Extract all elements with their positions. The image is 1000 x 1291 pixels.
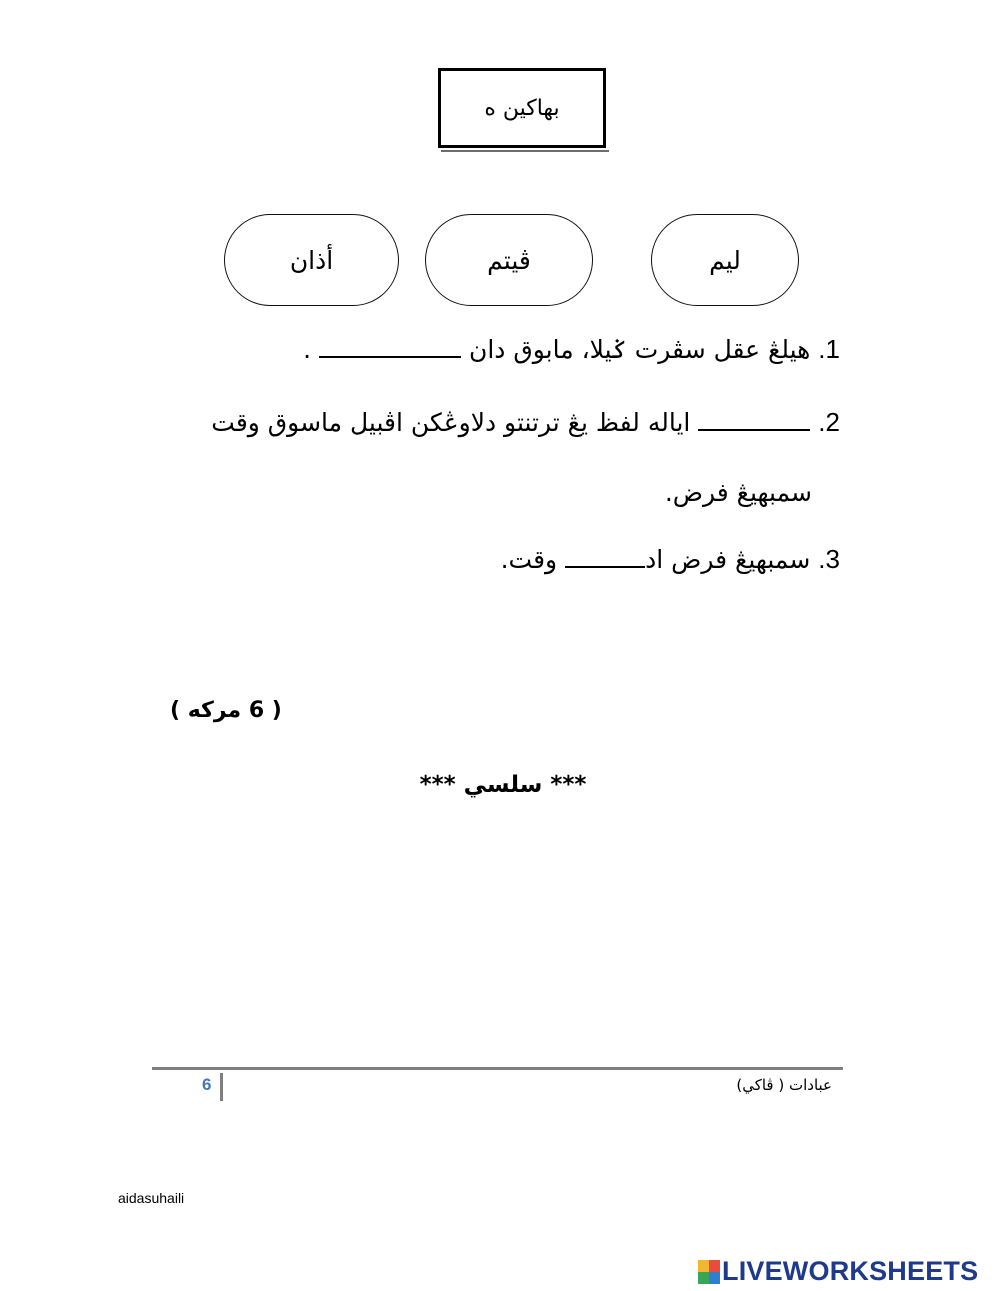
footer-divider bbox=[220, 1073, 223, 1101]
question-text: سمبهيڠ فرض اد bbox=[645, 545, 811, 574]
question-number: 1. bbox=[818, 334, 840, 364]
logo-square-icon bbox=[698, 1272, 709, 1284]
liveworksheets-logo-icon bbox=[698, 1260, 720, 1284]
question-number: 3. bbox=[818, 544, 840, 574]
question-text: اياله لفظ يڠ ترتنتو دلاوڠكن اڤبيل ماسوق وقت bbox=[211, 408, 691, 437]
answer-blank[interactable] bbox=[565, 546, 645, 568]
page-number: 6 bbox=[202, 1075, 212, 1094]
liveworksheets-logo-text: LIVEWORKSHEETS bbox=[722, 1256, 979, 1286]
marks-label: ( 6 مركه ) bbox=[170, 698, 282, 723]
question-text-end: . bbox=[303, 335, 312, 364]
logo-square-icon bbox=[698, 1260, 709, 1272]
author-credit: aidasuhaili bbox=[118, 1190, 185, 1206]
question-2-continuation bbox=[665, 478, 812, 507]
answer-blank[interactable] bbox=[698, 409, 810, 431]
question-number: 2. bbox=[818, 407, 840, 437]
logo-square-icon bbox=[709, 1260, 720, 1272]
logo-square-icon bbox=[709, 1272, 720, 1284]
question-2 bbox=[211, 407, 840, 438]
word-bank-option: ڤيتم bbox=[425, 214, 593, 306]
answer-blank[interactable] bbox=[319, 336, 461, 358]
footer-rule bbox=[152, 1067, 843, 1070]
question-text: سمبهيڠ فرض. bbox=[664, 478, 812, 507]
word-bank-option: ليم bbox=[651, 214, 799, 306]
question-1 bbox=[303, 334, 840, 365]
question-text: هيلڠ عقل سڤرت ݢيلا، مابوق دان bbox=[468, 335, 811, 364]
section-title-box bbox=[438, 68, 606, 148]
section-title: بهاكين ه bbox=[484, 95, 560, 121]
word-bank-option: أذان bbox=[224, 214, 399, 306]
closing-text: *** سلسي *** bbox=[419, 772, 587, 798]
question-3 bbox=[501, 544, 840, 575]
footer-label: عبادات ( ڤاکي) bbox=[736, 1076, 832, 1094]
liveworksheets-logo[interactable] bbox=[698, 1256, 978, 1287]
question-text-end: وقت. bbox=[500, 545, 558, 574]
